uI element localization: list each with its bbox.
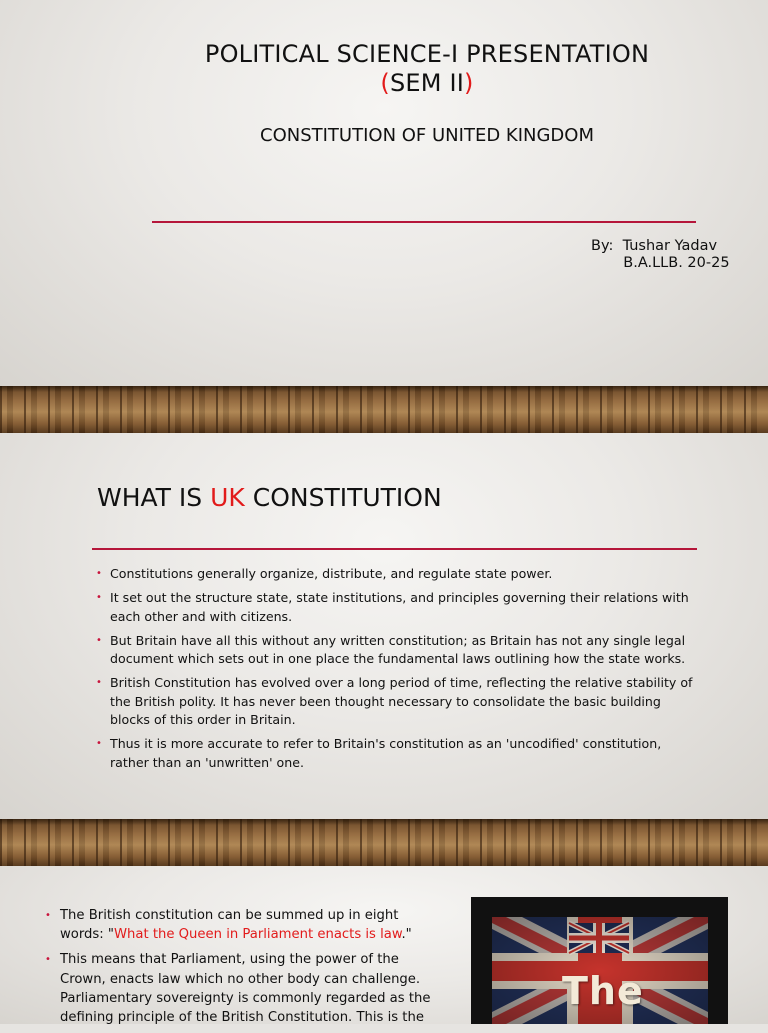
- list-item: [45, 906, 440, 944]
- list-item: [96, 632, 696, 669]
- bullet-dot-icon: •: [96, 634, 102, 646]
- bullet-dot-icon: •: [96, 677, 102, 689]
- presentation-title: [0, 40, 768, 98]
- list-item-text: It set out the structure state, state institutions, and principles governing their relations with each other and with citizens.: [110, 590, 689, 624]
- presentation-subtitle: CONSTITUTION OF UNITED KINGDOM: [260, 125, 594, 146]
- bullet-list: [45, 906, 440, 1033]
- heading-divider: [92, 548, 697, 550]
- heading-highlight: UK: [210, 483, 245, 512]
- list-item-text: The British constitution can be summed up in eight words: ": [60, 908, 399, 943]
- list-item: [45, 950, 440, 1027]
- list-item: [96, 589, 696, 626]
- title-line-1: POLITICAL SCIENCE-I PRESENTATION: [204, 40, 650, 68]
- list-item-text: But Britain have all this without any written constitution; as Britain has not any single legal document which sets out in one place the fundamental laws outlining how the state works.: [110, 632, 686, 667]
- heading-text-pre: WHAT IS: [97, 483, 211, 512]
- list-item-text: British Constitution has evolved over a long period of time, reflecting the relative stability of the British polity. It has never been thought necessary to consolidate the basic building blocks of this order in Britain.: [110, 675, 693, 728]
- list-item-text: Thus it is more accurate to refer to Britain's constitution as an 'uncodified' constitution, rather than an 'unwritten' one.: [110, 736, 662, 770]
- list-item: [96, 674, 696, 729]
- heading-text-post: CONSTITUTION: [244, 483, 442, 512]
- highlighted-quote: What the Queen in Parliament enacts is law: [114, 927, 402, 943]
- bullet-dot-icon: •: [45, 954, 51, 966]
- list-item: [96, 565, 696, 583]
- paren-close: ): [464, 69, 474, 97]
- paren-open: (: [380, 69, 390, 97]
- semester-label: SEM II: [389, 69, 465, 97]
- list-item-text: This means that Parliament, using the power of the Crown, enacts law which no other body can challenge. Parliamentary sovereignty is commonly regarded as the defining principle of the British Constitution. This is the: [60, 952, 431, 1026]
- bullet-dot-icon: •: [45, 910, 51, 921]
- bullet-dot-icon: •: [96, 568, 102, 579]
- union-jack-image: [492, 917, 708, 1024]
- image-caption-text: The: [562, 969, 644, 1013]
- slide-heading: [97, 483, 442, 512]
- author-byline: By: Tushar Yadav B.A.LLB. 20-25: [591, 238, 730, 271]
- title-line-2: [0, 69, 768, 98]
- title-divider: [152, 221, 696, 223]
- wood-floor-divider: [0, 386, 768, 433]
- list-item: [96, 735, 696, 772]
- image-frame: [471, 897, 728, 1024]
- list-item-text: .": [401, 927, 412, 943]
- title-slide: [0, 0, 768, 386]
- list-item-text: Constitutions generally organize, distribute, and regulate state power.: [110, 566, 553, 581]
- bullet-list: [96, 565, 696, 778]
- bullet-dot-icon: •: [96, 738, 102, 750]
- wood-floor-divider: [0, 819, 768, 866]
- bullet-dot-icon: •: [96, 592, 102, 604]
